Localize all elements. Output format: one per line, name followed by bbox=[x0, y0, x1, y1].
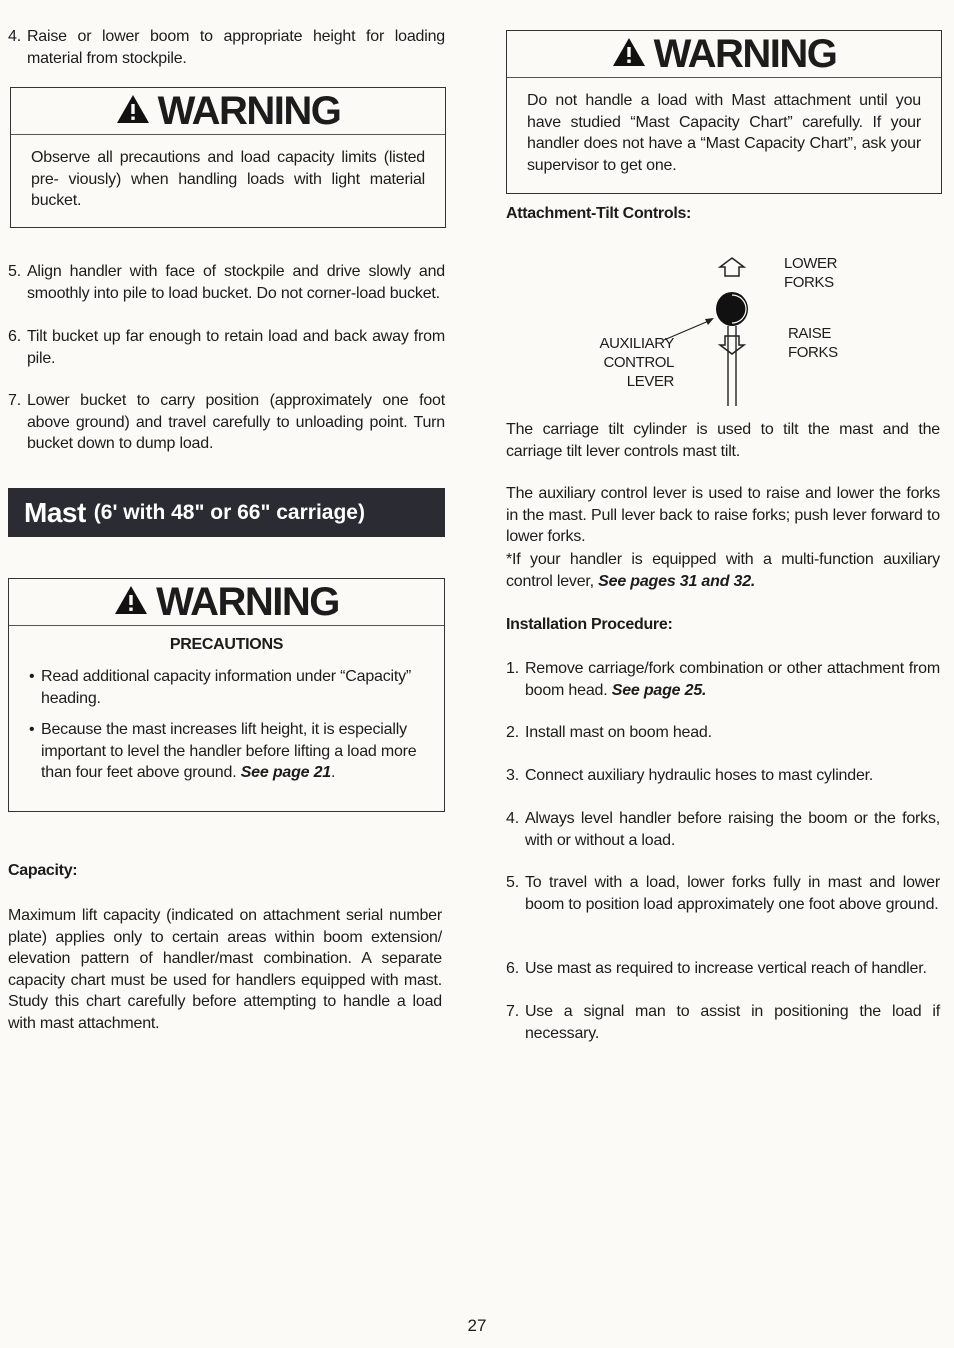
warning-header bbox=[507, 31, 941, 78]
step-6: 6. Tilt bucket up far enough to retain load and back away from pile. bbox=[8, 328, 445, 367]
page-reference: See page 21 bbox=[240, 764, 332, 781]
warning-title: WARNING bbox=[653, 31, 837, 76]
page-reference: See pages 31 and 32. bbox=[598, 572, 756, 590]
precautions-heading: PRECAUTIONS bbox=[169, 636, 284, 653]
label-lower-forks: LOWER FORKS bbox=[784, 255, 838, 291]
install-step-4: 4. Always level handler before raising the boom or the forks, with or without a load. bbox=[506, 810, 940, 849]
paragraph-auxiliary-lever: The auxiliary control lever is used to raise and lower the forks in the mast. Pull lever back to raise forks; push lever forward to lower forks. bbox=[506, 485, 940, 545]
capacity-heading: Capacity: bbox=[8, 862, 78, 879]
precaution-bullet-2: • Because the mast increases lift height, it is especially important to level the handler before lifting a load more than four feet above ground. See page 21. bbox=[29, 721, 417, 781]
step-7: 7. Lower bucket to carry position (approximately one foot above ground) and travel carefully to unloading point. Turn bucket down to dump load. bbox=[8, 392, 445, 452]
warning-header bbox=[9, 579, 444, 626]
label-auxiliary-control-lever: AUXILIARY CONTROL LEVER bbox=[599, 335, 674, 390]
warning-box-mast-chart bbox=[506, 30, 942, 194]
warning-box-precautions bbox=[8, 578, 445, 812]
page-number: 27 bbox=[467, 1316, 487, 1335]
warning-header bbox=[11, 88, 445, 135]
warning-body: Observe all precautions and load capacity limits (listed pre- viously) when handling loads with light material bucket. bbox=[31, 149, 425, 209]
warning-triangle-icon bbox=[116, 89, 150, 134]
warning-title: WARNING bbox=[156, 579, 339, 624]
warning-body: Do not handle a load with Mast attachment until you have studied “Mast Capacity Chart” carefully. If your handler does not have a “Mast Capacity Chart”, ask your supervisor to get one. bbox=[527, 92, 921, 174]
install-step-7: 7. Use a signal man to assist in positioning the load if necessary. bbox=[506, 1003, 940, 1042]
page-reference: See page 25. bbox=[611, 681, 707, 699]
section-banner-mast: Mast (6' with 48" or 66" carriage) bbox=[8, 488, 445, 537]
install-step-1: 1. Remove carriage/fork combination or other attachment from boom head. See page 25. bbox=[506, 660, 940, 699]
paragraph-tilt-cylinder: The carriage tilt cylinder is used to tilt the mast and the carriage tilt lever controls mast tilt. bbox=[506, 421, 940, 460]
tilt-controls-heading: Attachment-Tilt Controls: bbox=[506, 205, 692, 222]
warning-triangle-icon bbox=[114, 580, 148, 625]
paragraph-multifunction-note: *If your handler is equipped with a multi-function auxiliary control lever, See pages 31 and 32. bbox=[506, 551, 940, 590]
capacity-text: Maximum lift capacity (indicated on attachment serial number plate) applies only to certain areas within boom extension/ elevation pattern of handler/mast combination. A separate capacity chart must be used for handlers equipped with mast. Study this chart carefully before attempting to handle a load with mast attachment. bbox=[8, 907, 442, 1032]
install-step-5: 5. To travel with a load, lower forks fully in mast and lower boom to position load approximately one foot above ground. bbox=[506, 874, 940, 913]
step-5: 5. Align handler with face of stockpile and drive slowly and smoothly into pile to load bucket. Do not corner-load bucket. bbox=[8, 263, 445, 302]
install-step-2: 2. Install mast on boom head. bbox=[506, 724, 712, 741]
auxiliary-lever-diagram bbox=[506, 248, 940, 410]
warning-title: WARNING bbox=[157, 88, 341, 133]
step-4: 4. Raise or lower boom to appropriate height for loading material from stockpile. bbox=[8, 28, 445, 67]
install-step-3: 3. Connect auxiliary hydraulic hoses to mast cylinder. bbox=[506, 767, 874, 784]
warning-triangle-icon bbox=[612, 32, 646, 77]
install-step-6: 6. Use mast as required to increase vertical reach of handler. bbox=[506, 960, 927, 977]
warning-box-bucket bbox=[10, 87, 446, 228]
label-raise-forks: RAISE FORKS bbox=[788, 325, 838, 361]
precaution-bullet-1: • Read additional capacity information under “Capacity” heading. bbox=[29, 668, 412, 707]
installation-heading: Installation Procedure: bbox=[506, 616, 673, 633]
